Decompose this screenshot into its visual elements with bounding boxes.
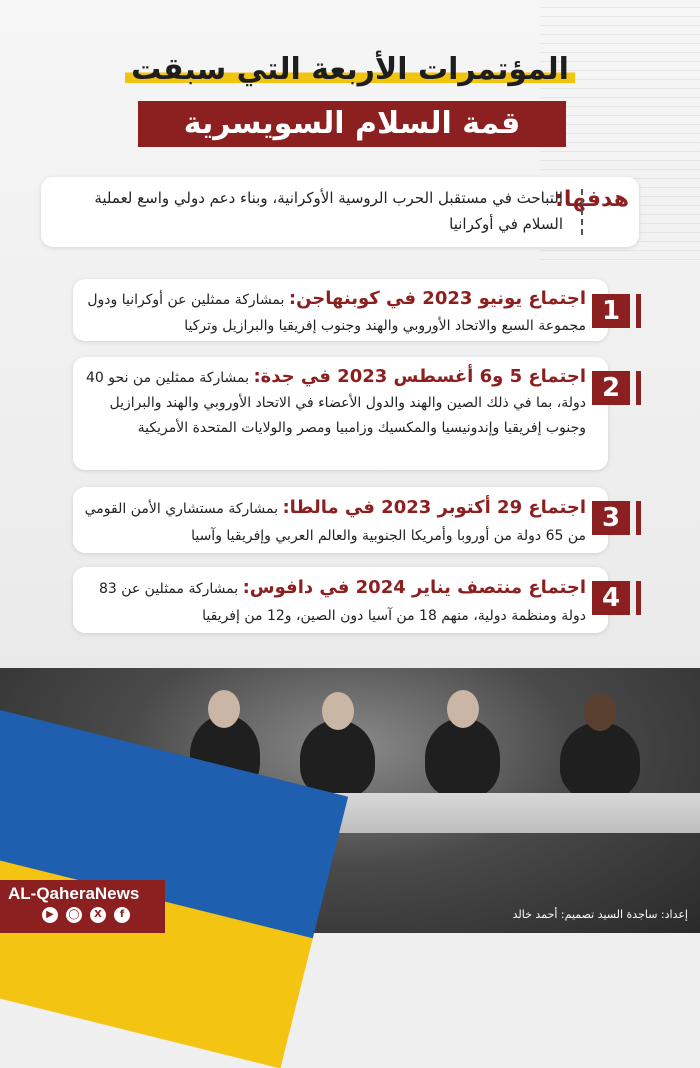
meeting-card-2	[73, 357, 608, 470]
goal-label: هدفها:	[555, 187, 629, 212]
goal-text: التباحث في مستقبل الحرب الروسية الأوكرانية، وبناء دعم دولي واسع لعملية السلام في أوكرانيا	[94, 189, 563, 233]
meeting-title-2: اجتماع 5 و6 أغسطس 2023 في جدة:	[253, 366, 586, 387]
participant-head	[584, 693, 616, 731]
title-line-2: قمة السلام السويسرية	[138, 101, 566, 147]
credit-text: إعداد: ساجدة السيد تصميم: أحمد خالد	[512, 908, 688, 921]
meeting-number-bar-4	[636, 581, 641, 615]
youtube-icon[interactable]: ▶	[42, 907, 58, 923]
goal-divider	[581, 189, 583, 235]
meeting-text-3: بمشاركة مستشاري الأمن القومي من 65 دولة من أوروبا وأمريكا الجنوبية والعالم العربي وإفريقيا وآسيا	[84, 501, 586, 544]
participant	[300, 720, 375, 798]
facebook-icon[interactable]: f	[114, 907, 130, 923]
x-icon[interactable]: X	[90, 907, 106, 923]
meeting-body-3	[81, 494, 586, 550]
meeting-title-3: اجتماع 29 أكتوبر 2023 في مالطا:	[282, 497, 586, 518]
instagram-icon[interactable]: ◯	[66, 907, 82, 923]
meeting-text-1: بمشاركة ممثلين عن أوكرانيا ودول مجموعة السبع والاتحاد الأوروبي والهند وجنوب إفريقيا والبرازيل وتركيا	[87, 292, 586, 334]
meeting-body-4	[81, 574, 586, 630]
participant-head	[447, 690, 479, 728]
participant	[560, 722, 640, 800]
meeting-number-bar-1	[636, 294, 641, 328]
meeting-number-1: 1	[592, 294, 630, 328]
meeting-number-2: 2	[592, 371, 630, 405]
meeting-card-3	[73, 487, 608, 553]
meeting-title-4: اجتماع منتصف يناير 2024 في دافوس:	[242, 577, 586, 598]
brand-name: AL-QaheraNews	[8, 884, 140, 903]
meeting-card-4	[73, 567, 608, 633]
participant	[425, 718, 500, 798]
meeting-text-4: بمشاركة ممثلين عن 83 دولة ومنظمة دولية، منهم 18 من آسيا دون الصين، و12 من إفريقيا	[98, 581, 586, 624]
title-line-1	[0, 52, 700, 87]
title-line-1-text: المؤتمرات الأربعة التي سبقت	[125, 52, 575, 87]
meeting-number-bar-2	[636, 371, 641, 405]
participant-head	[322, 692, 354, 730]
meeting-text-2: بمشاركة ممثلين من نحو 40 دولة، بما في ذلك الصين والهند والدول الأعضاء في الاتحاد الأوروبي والهند والبرازيل وجنوب إفريقيا وإندونيسيا والمكسيك وزامبيا ومصر والولايات المتحدة الأمريكية	[86, 370, 586, 436]
goal-card	[41, 177, 639, 247]
meeting-title-1: اجتماع يونيو 2023 في كوبنهاجن:	[288, 288, 586, 309]
meeting-body-1	[81, 286, 586, 339]
meeting-number-4: 4	[592, 581, 630, 615]
meeting-body-2	[81, 364, 586, 441]
meeting-card-1	[73, 279, 608, 341]
meeting-number-3: 3	[592, 501, 630, 535]
meeting-number-bar-3	[636, 501, 641, 535]
participant-head	[208, 690, 240, 728]
